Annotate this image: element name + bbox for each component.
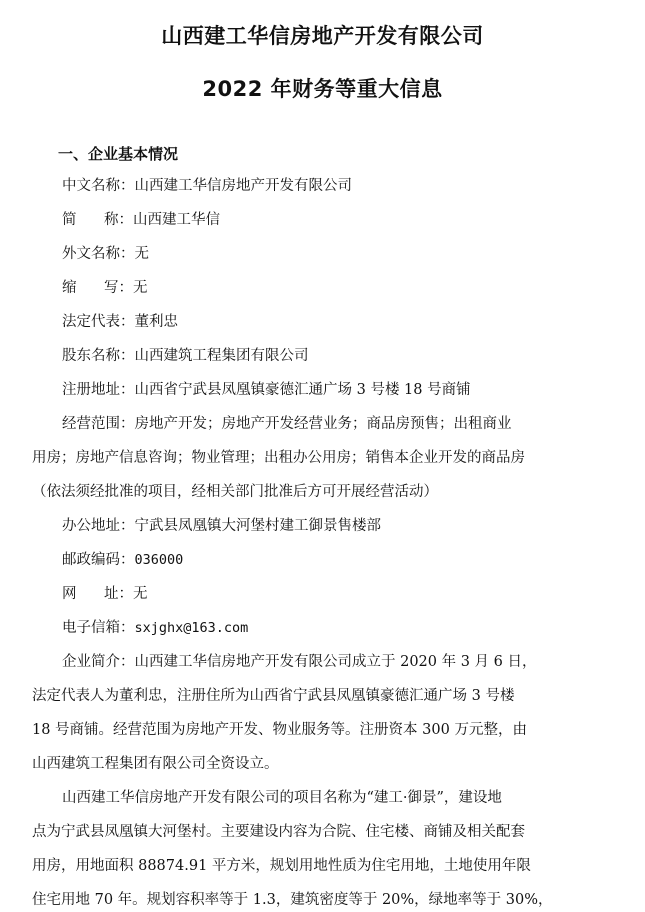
field-label-part: 称： bbox=[104, 212, 133, 228]
field-label-part: 址： bbox=[104, 586, 133, 602]
field-label: 电子信箱： bbox=[62, 620, 135, 636]
paragraph-line: 山西建工华信房地产开发有限公司成立于 2020 年 3 月 6 日， bbox=[134, 654, 537, 670]
field-value: 山西建筑工程集团有限公司 bbox=[134, 348, 309, 364]
field-value: 无 bbox=[133, 280, 148, 296]
field-label: 中文名称： bbox=[62, 178, 135, 194]
field-registered-address bbox=[62, 380, 645, 400]
field-value: sxjghx@163.com bbox=[134, 620, 249, 636]
field-foreign-name bbox=[62, 244, 645, 264]
business-scope-continued: 用房；房地产信息咨询；物业管理；出租办公用房；销售本企业开发的商品房 bbox=[32, 450, 525, 466]
field-value: 山西省宁武县凤凰镇豪德汇通广场 3 号楼 18 号商铺 bbox=[134, 382, 471, 398]
document-title-year: 2022 年财务等重大信息 bbox=[202, 77, 443, 101]
field-office-address bbox=[62, 516, 645, 536]
paragraph-line: 18 号商铺。经营范围为房地产开发、物业服务等。注册资本 300 万元整，由 bbox=[32, 722, 527, 738]
field-email bbox=[62, 618, 645, 638]
field-label-part: 网 bbox=[62, 586, 77, 602]
field-label: 注册地址： bbox=[62, 382, 135, 398]
field-value: 山西建工华信房地产开发有限公司 bbox=[134, 178, 352, 194]
field-legal-representative bbox=[62, 312, 645, 332]
field-chinese-name bbox=[62, 176, 645, 196]
field-label-part: 写： bbox=[104, 280, 133, 296]
company-intro bbox=[62, 652, 645, 672]
paragraph-line: 山西建工华信房地产开发有限公司的项目名称为“建工·御景”，建设地 bbox=[62, 790, 502, 806]
field-label: 企业简介： bbox=[62, 654, 135, 670]
paragraph-line: 山西建筑工程集团有限公司全资设立。 bbox=[32, 756, 279, 772]
paragraph-line: 住宅用地 70 年。规划容积率等于 1.3，建筑密度等于 20%，绿地率等于 30%， bbox=[32, 892, 553, 908]
field-label: 经营范围： bbox=[62, 416, 135, 432]
field-value: 无 bbox=[134, 246, 149, 262]
field-shareholder bbox=[62, 346, 645, 366]
field-value: 房地产开发；房地产开发经营业务；商品房预售；出租商业 bbox=[134, 416, 512, 432]
field-label: 法定代表： bbox=[62, 314, 135, 330]
field-website bbox=[62, 584, 645, 604]
field-label: 股东名称： bbox=[62, 348, 135, 364]
paragraph-line: 点为宁武县凤凰镇大河堡村。主要建设内容为合院、住宅楼、商铺及相关配套 bbox=[32, 824, 525, 840]
business-scope-continued: （依法须经批准的项目，经相关部门批准后方可开展经营活动） bbox=[32, 484, 438, 500]
field-label: 邮政编码： bbox=[62, 552, 135, 568]
field-short-name bbox=[62, 210, 645, 230]
field-value: 董利忠 bbox=[134, 314, 178, 330]
field-abbreviation bbox=[62, 278, 645, 298]
document-title-company: 山西建工华信房地产开发有限公司 bbox=[161, 24, 484, 48]
field-value: 036000 bbox=[134, 552, 184, 568]
field-label: 办公地址： bbox=[62, 518, 135, 534]
field-label: 外文名称： bbox=[62, 246, 135, 262]
section-heading-basic-info: 一、企业基本情况 bbox=[58, 145, 179, 163]
field-business-scope bbox=[62, 414, 645, 434]
field-label-part: 简 bbox=[62, 212, 77, 228]
paragraph-line: 法定代表人为董利忠，注册住所为山西省宁武县凤凰镇豪德汇通广场 3 号楼 bbox=[32, 688, 515, 704]
field-value: 山西建工华信 bbox=[133, 212, 220, 228]
field-value: 无 bbox=[133, 586, 148, 602]
field-value: 宁武县凤凰镇大河堡村建工御景售楼部 bbox=[134, 518, 381, 534]
field-label-part: 缩 bbox=[62, 280, 77, 296]
field-postcode bbox=[62, 550, 645, 570]
paragraph-line: 用房，用地面积 88874.91 平方米，规划用地性质为住宅用地，土地使用年限 bbox=[32, 858, 531, 874]
